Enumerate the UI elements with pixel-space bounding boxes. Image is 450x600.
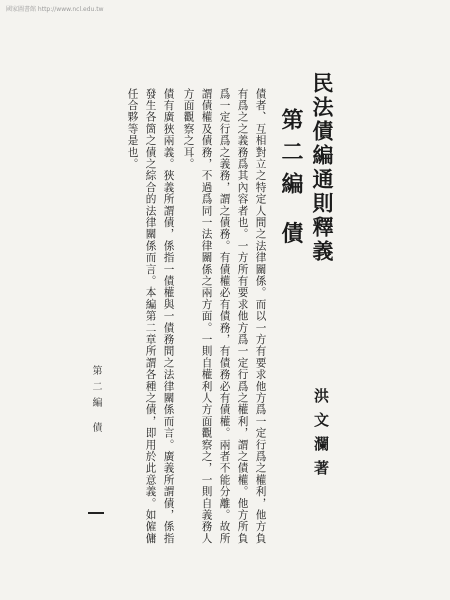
running-footer: 第二編 債 bbox=[90, 365, 101, 439]
watermark: 國家圖書館 http://www.ncl.edu.tw bbox=[6, 6, 104, 13]
body-column: 發生各箇之債之綜合的法律關係而言。本編第二章所謂各種之債，即用於此意義。如僱傭 bbox=[144, 88, 157, 545]
body-column: 任合夥等是也。 bbox=[126, 88, 139, 170]
body-column: 債有廣狹兩義。狹義所謂債，係指一債權與一債務間之法律關係而言。廣義所謂債，係指 bbox=[162, 88, 175, 545]
author-name: 洪文瀾著 bbox=[312, 388, 330, 484]
book-title: 民法債編通則釋義 bbox=[310, 72, 335, 264]
body-column: 有爲之之義務爲其內容者也。一方所有要求他方爲一定行爲之權利，謂之債權。他方所負 bbox=[236, 88, 249, 545]
body-column: 謂債權及債務，不過爲同一法律關係之兩方面。一則自權利人方面觀察之，一則自義務人 bbox=[200, 88, 213, 545]
part-title: 第二編 債 bbox=[278, 108, 304, 254]
body-column: 方面觀察之耳。 bbox=[182, 88, 195, 170]
body-column: 債者、互相對立之特定人間之法律關係。而以一方有要求他方爲一定行爲之權利，他方負 bbox=[254, 88, 267, 545]
page-number bbox=[88, 512, 104, 514]
body-column: 爲一定行爲之義務，謂之債務。有債權必有債務，有債務必有債權。兩者不能分離。故所 bbox=[218, 88, 231, 545]
